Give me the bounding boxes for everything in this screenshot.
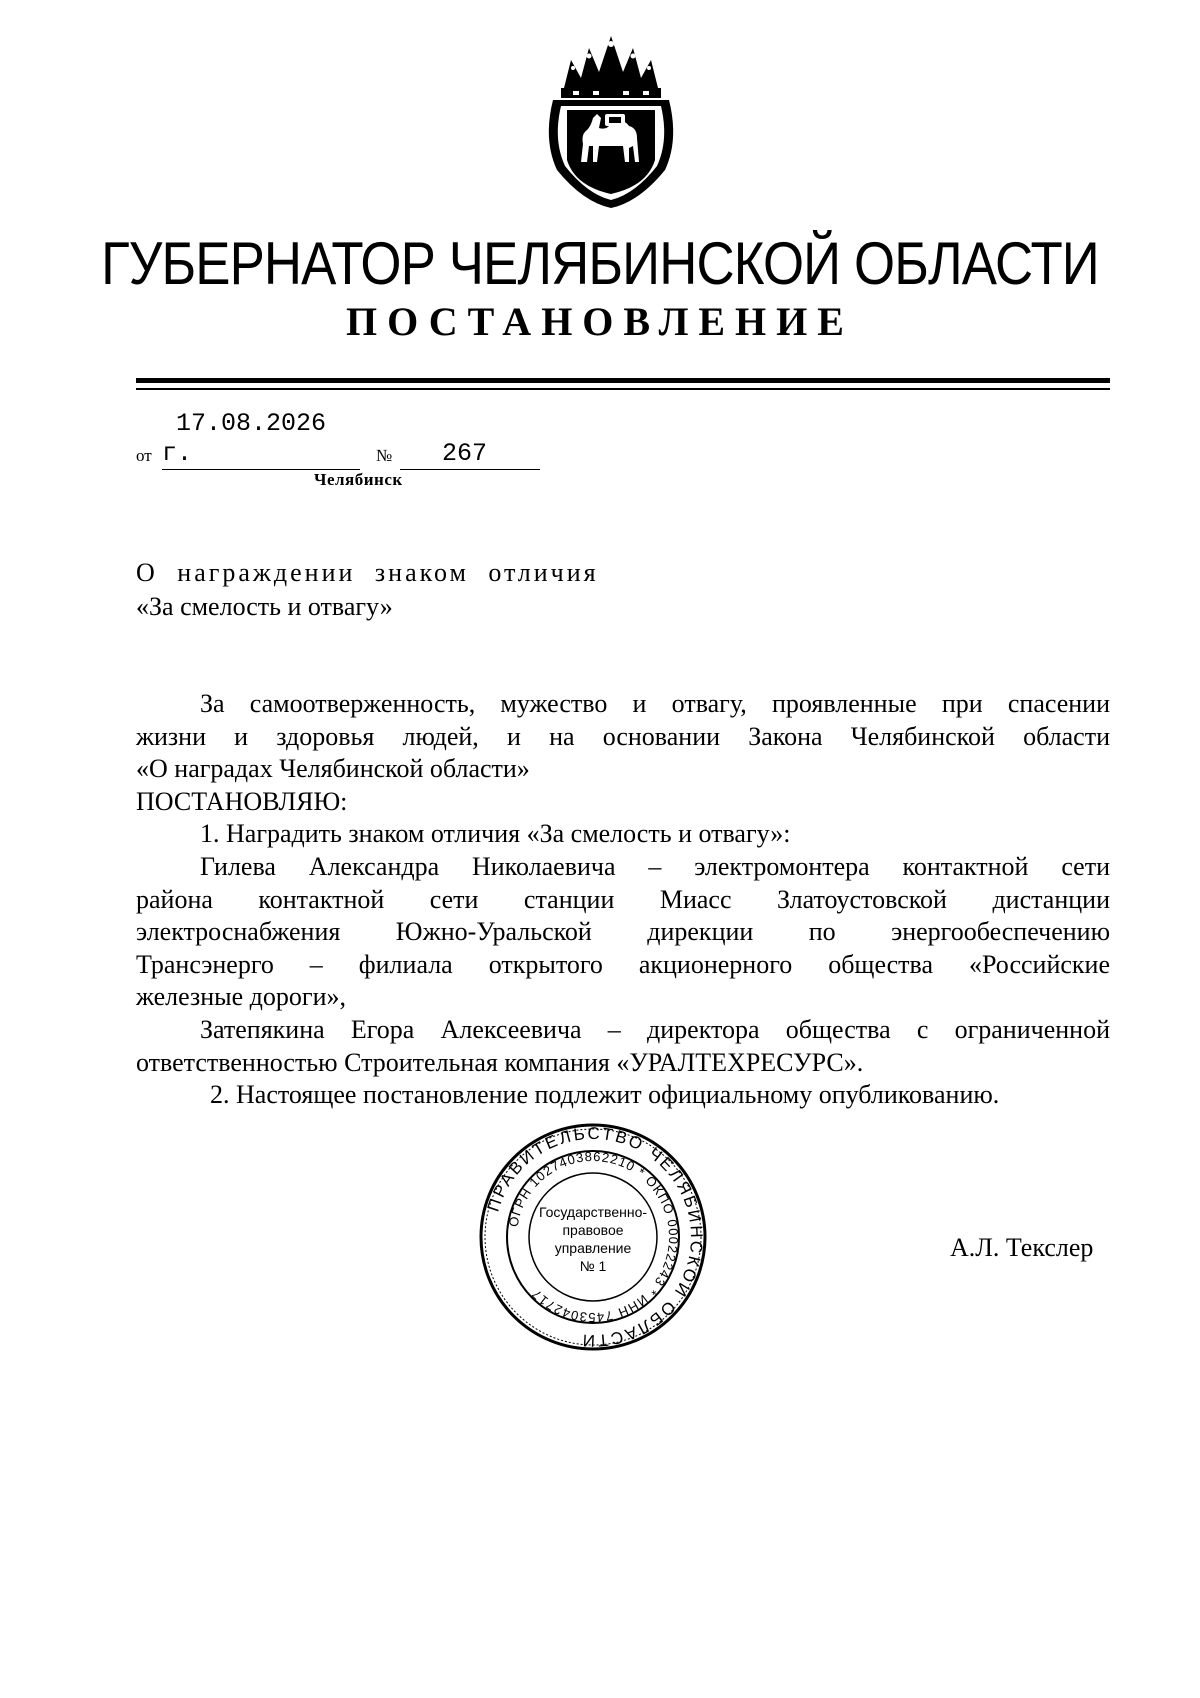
subject-line: О награждении знаком отличия <box>136 558 599 587</box>
item-1: 1. Наградить знаком отличия «За смелость и отвагу»: <box>200 819 791 849</box>
item-2: 2. Настоящее постановление подлежит официальному опубликованию. <box>210 1080 1000 1110</box>
stamp-center-line: управление <box>554 1240 632 1256</box>
awardee-line: Трансэнерго – филиала открытого акционерного общества «Российские <box>136 949 1110 979</box>
date-prefix: от <box>136 446 152 465</box>
header-rule-thin <box>136 388 1110 390</box>
issuer-title: ГУБЕРНАТОР ЧЕЛЯБИНСКОЙ ОБЛАСТИ <box>101 230 1099 297</box>
document-meta <box>136 409 736 470</box>
coat-of-arms-icon <box>543 30 679 210</box>
awardee-line: электроснабжения Южно-Уральской дирекции по энергообеспечению <box>136 917 1110 947</box>
stamp-ring-outer: ПРАВИТЕЛЬСТВО ЧЕЛЯБИНСКОЙ ОБЛАСТИ <box>483 1123 707 1351</box>
header-rule-thick <box>136 378 1110 383</box>
subject-line: «За смелость и отвагу» <box>136 592 393 621</box>
signatory-name: А.Л. Текслер <box>950 1233 1094 1262</box>
stamp-center-line: правовое <box>562 1222 624 1238</box>
number-prefix: № <box>376 446 393 465</box>
document-body <box>136 688 1110 1112</box>
document-date: 17.08.2026 г. <box>162 409 360 470</box>
stamp-ring-inner: ОГРН 1027403862210 * ОКПО 00022243 * ИНН 7453042717 <box>505 1148 682 1326</box>
document-number: 267 <box>400 439 540 470</box>
document-subject <box>136 556 599 624</box>
awardee-line: железные дороги», <box>136 982 346 1012</box>
awardee-line: ответственностью Строительная компания «УРАЛТЕХРЕСУРС». <box>136 1047 864 1077</box>
awardee-line: Затепякина Егора Алексеевича – директора общества с ограниченной <box>200 1014 1110 1044</box>
preamble-line: «О наградах Челябинской области» <box>136 754 530 784</box>
awardee-line: Гилева Александра Николаевича – электромонтера контактной сети <box>200 851 1110 881</box>
preamble-line: жизни и здоровья людей, и на основании Закона Челябинской области <box>136 721 1110 751</box>
stamp-center-line: Государственно- <box>538 1204 648 1220</box>
preamble-line: За самоотверженность, мужество и отвагу, проявленные при спасении <box>200 689 1110 718</box>
decree-word: ПОСТАНОВЛЯЮ: <box>136 786 348 816</box>
stamp-center-line: № 1 <box>579 1258 607 1274</box>
awardee-line: района контактной сети станции Миасс Златоустовской дистанции <box>136 884 1110 914</box>
document-type: ПОСТАНОВЛЕНИЕ <box>346 299 854 344</box>
document-city: Челябинск <box>314 470 403 489</box>
official-stamp <box>478 1122 708 1352</box>
